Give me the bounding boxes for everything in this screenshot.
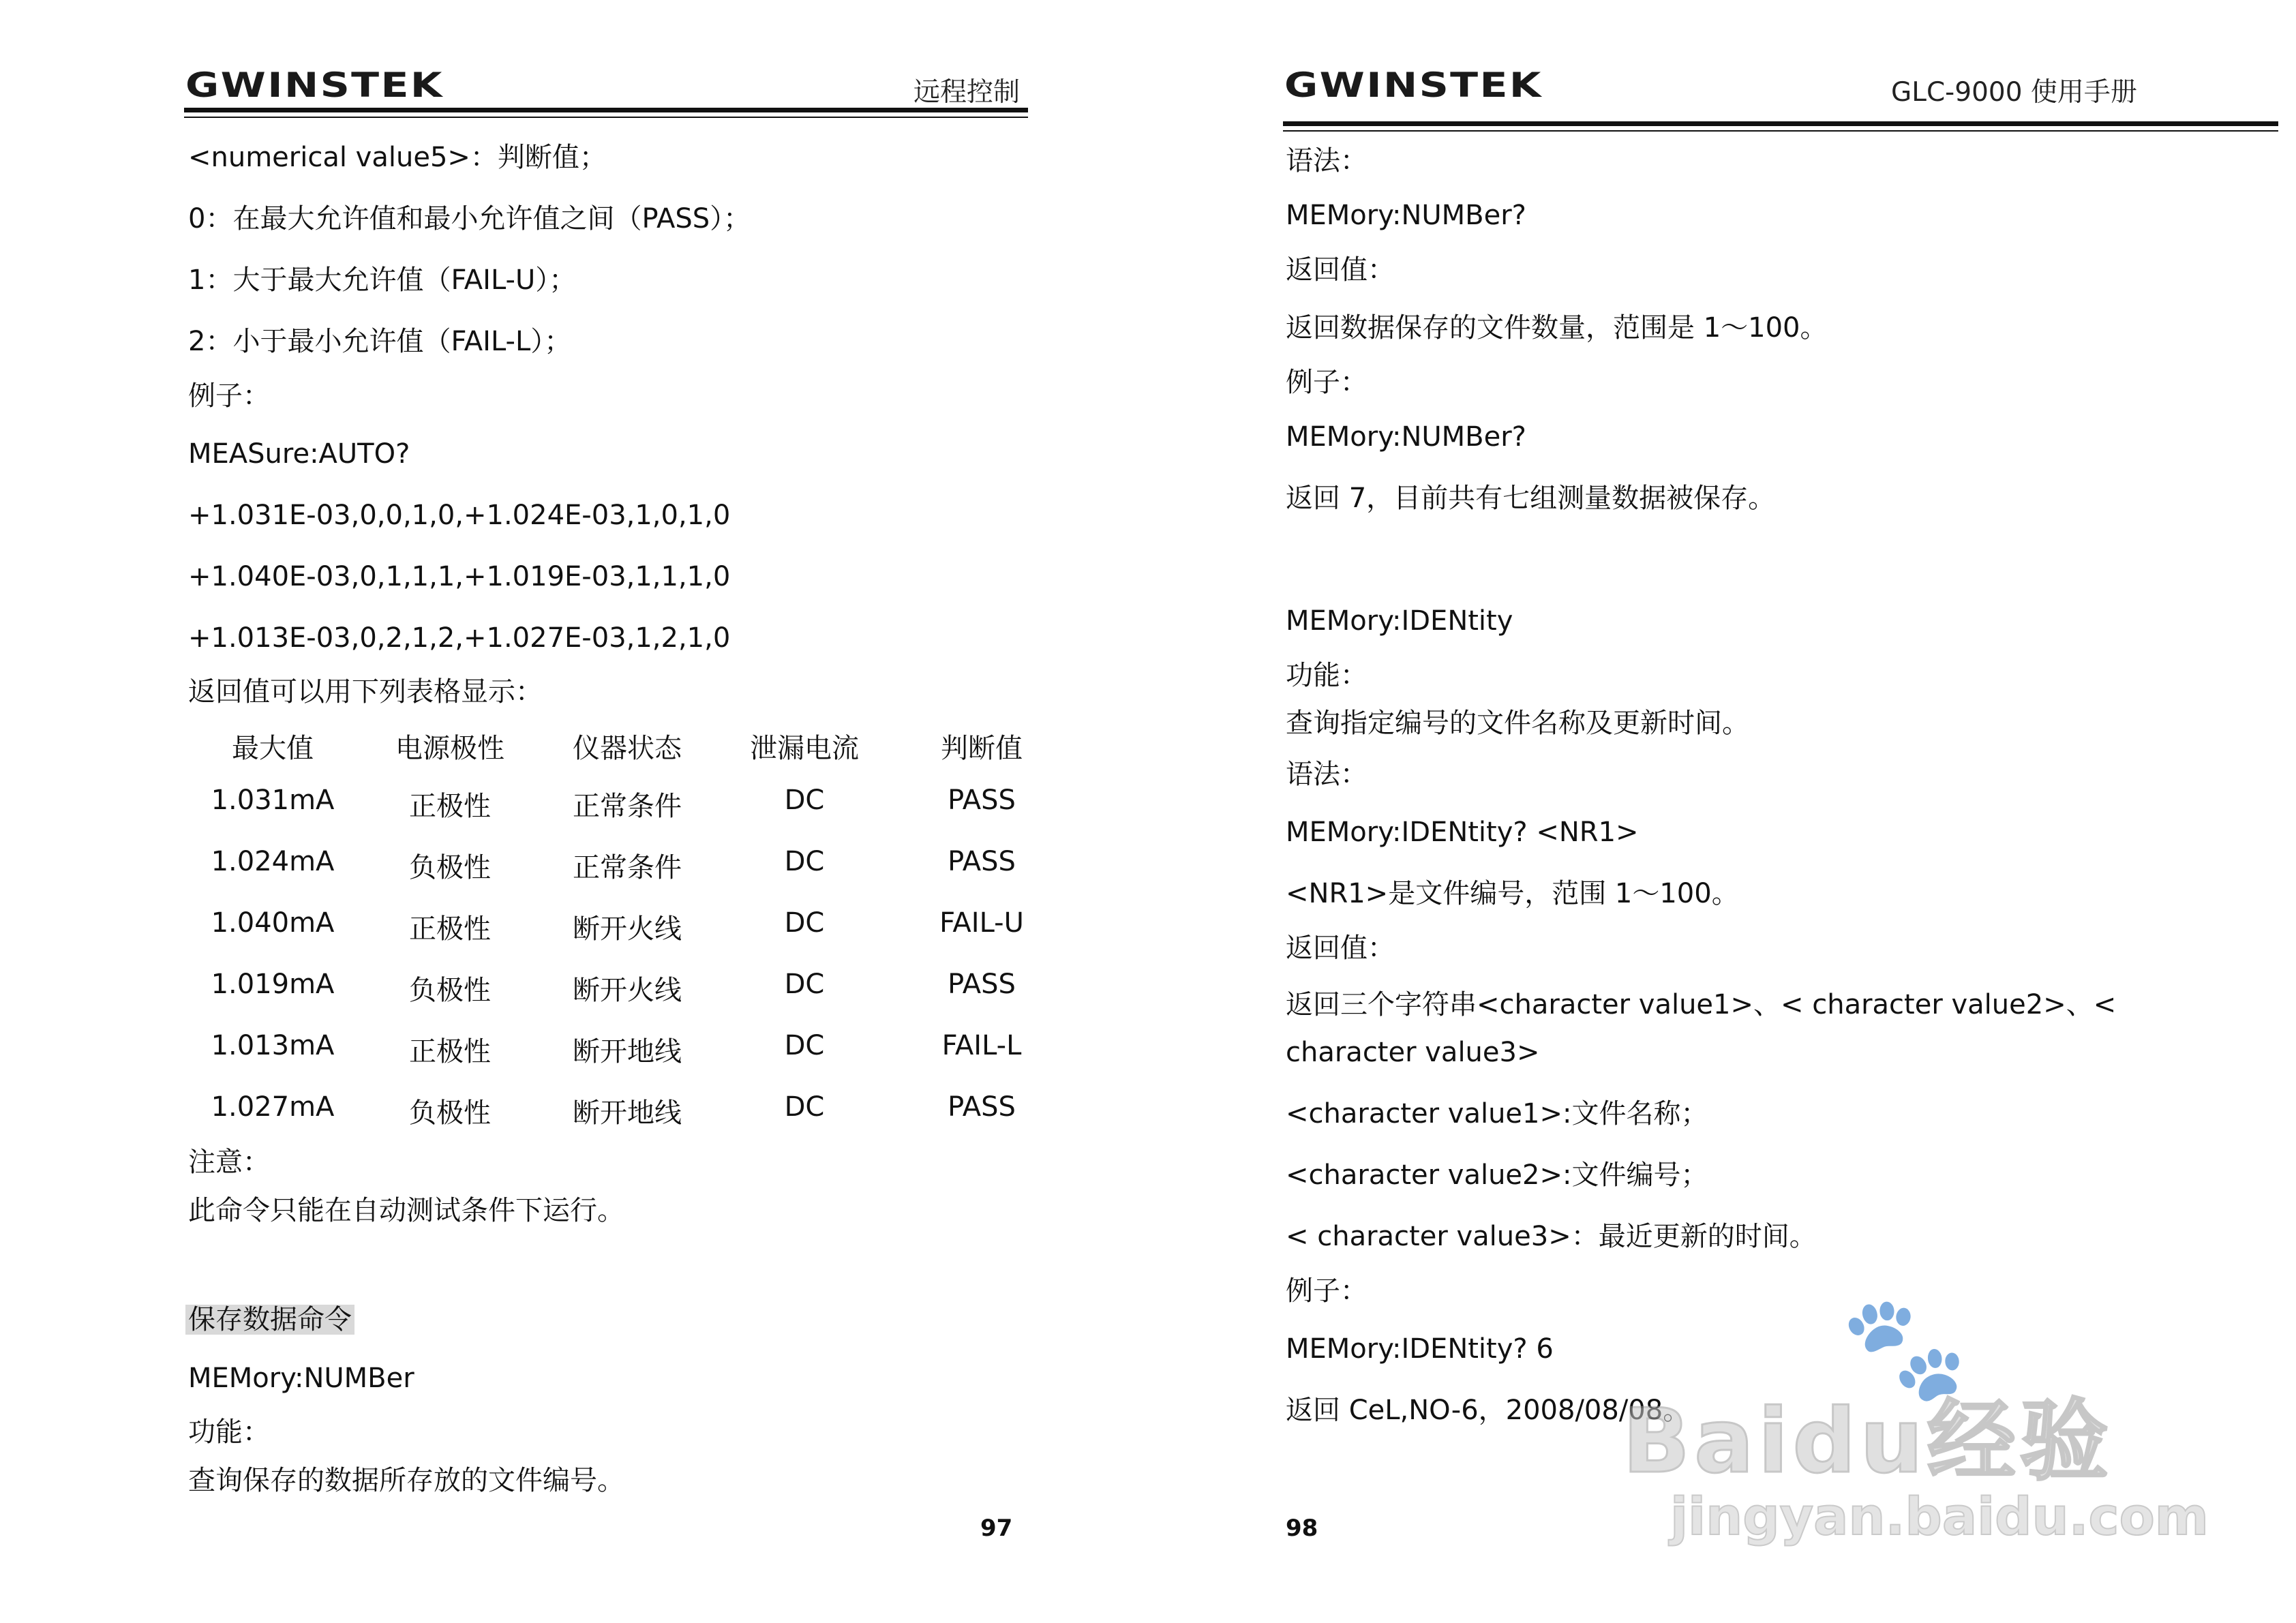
function-label: 功能： bbox=[188, 1416, 270, 1448]
table-cell: 正常条件 bbox=[573, 852, 682, 883]
page-number: 97 bbox=[980, 1515, 1013, 1542]
text-line: 返回数据保存的文件数量，范围是 1～100。 bbox=[1286, 312, 1828, 344]
text-line: MEMory:IDENtity? <NR1> bbox=[1286, 817, 1639, 848]
table-cell: 断开地线 bbox=[573, 1097, 682, 1129]
text-line: 返回值： bbox=[1286, 254, 1395, 286]
table-header: 最大值 bbox=[232, 733, 314, 764]
text-line: 功能： bbox=[1286, 660, 1368, 691]
text-line: MEASure:AUTO? bbox=[188, 438, 410, 470]
table-cell: DC bbox=[784, 907, 825, 939]
text-line: MEMory:NUMBer? bbox=[1286, 421, 1526, 453]
text-line: <NR1>是文件编号，范围 1～100。 bbox=[1286, 878, 1739, 909]
text-line: 返回值可以用下列表格显示： bbox=[188, 676, 543, 708]
table-cell: DC bbox=[784, 1030, 825, 1061]
table-cell: 1.031mA bbox=[211, 785, 335, 816]
text-line: character value3> bbox=[1286, 1037, 1540, 1068]
text-line: 返回 7，目前共有七组测量数据被保存。 bbox=[1286, 483, 1776, 514]
command-name: MEMory:IDENtity bbox=[1286, 605, 1513, 637]
text-line: +1.040E-03,0,1,1,1,+1.019E-03,1,1,1,0 bbox=[188, 561, 731, 592]
watermark-main-text: Baidu经验 bbox=[1622, 1389, 2113, 1493]
gwinstek-logo: GWINSTEK bbox=[185, 65, 444, 105]
text-line: <character value2>:文件编号； bbox=[1286, 1159, 1708, 1191]
function-text: 查询保存的数据所存放的文件编号。 bbox=[188, 1465, 624, 1496]
table-cell: 断开火线 bbox=[573, 913, 682, 945]
table-cell: DC bbox=[784, 969, 825, 1000]
table-cell: 断开火线 bbox=[573, 975, 682, 1006]
paw-icon: 🐾 bbox=[1841, 1289, 1968, 1408]
table-cell: 负极性 bbox=[409, 852, 491, 883]
table-cell: PASS bbox=[948, 969, 1016, 1000]
text-line: 例子： bbox=[188, 380, 270, 412]
table-cell: 断开地线 bbox=[573, 1036, 682, 1067]
right-header-rule bbox=[1283, 121, 2278, 126]
text-line: MEMory:NUMBer? bbox=[1286, 200, 1526, 231]
text-line: 语法： bbox=[1286, 145, 1368, 177]
text-line: < character value3>：最近更新的时间。 bbox=[1286, 1221, 1817, 1252]
table-header: 电源极性 bbox=[395, 733, 504, 764]
table-cell: DC bbox=[784, 785, 825, 816]
text-line: +1.031E-03,0,0,1,0,+1.024E-03,1,0,1,0 bbox=[188, 500, 731, 531]
text-line: 返回三个字符串<character value1>、< character value2>、< bbox=[1286, 989, 2117, 1020]
table-cell: PASS bbox=[948, 846, 1016, 877]
note-text: 此命令只能在自动测试条件下运行。 bbox=[188, 1195, 624, 1226]
right-page bbox=[1148, 0, 2296, 1623]
table-cell: DC bbox=[784, 846, 825, 877]
table-cell: 正极性 bbox=[409, 791, 491, 822]
text-line: +1.013E-03,0,2,1,2,+1.027E-03,1,2,1,0 bbox=[188, 622, 731, 654]
text-line: 2：小于最小允许值（FAIL-L）； bbox=[188, 326, 572, 357]
left-header-rule-thin bbox=[184, 117, 1028, 118]
text-line: 语法： bbox=[1286, 759, 1368, 790]
text-line: 查询指定编号的文件名称及更新时间。 bbox=[1286, 708, 1749, 739]
table-cell: PASS bbox=[948, 785, 1016, 816]
table-cell: 1.024mA bbox=[211, 846, 335, 877]
command-name: MEMory:NUMBer bbox=[188, 1363, 414, 1394]
table-cell: PASS bbox=[948, 1091, 1016, 1123]
table-cell: 1.013mA bbox=[211, 1030, 335, 1061]
text-line: 0：在最大允许值和最小允许值之间（PASS）； bbox=[188, 203, 751, 234]
table-cell: 1.040mA bbox=[211, 907, 335, 939]
watermark-sub-text: jingyan.baidu.com bbox=[1670, 1486, 2209, 1547]
left-header-rule bbox=[184, 108, 1028, 112]
text-line: MEMory:IDENtity? 6 bbox=[1286, 1333, 1554, 1365]
table-cell: 1.019mA bbox=[211, 969, 335, 1000]
right-header-title: GLC-9000 使用手册 bbox=[1891, 77, 2137, 108]
text-line: <numerical value5>：判断值； bbox=[188, 142, 607, 173]
right-header-rule-thin bbox=[1283, 130, 2278, 132]
text-line: 返回值： bbox=[1286, 932, 1395, 964]
table-cell: DC bbox=[784, 1091, 825, 1123]
table-header: 仪器状态 bbox=[573, 733, 682, 764]
table-cell: 负极性 bbox=[409, 975, 491, 1006]
note-label: 注意： bbox=[188, 1147, 270, 1178]
section-title: 保存数据命令 bbox=[185, 1305, 354, 1335]
text-line: 例子： bbox=[1286, 367, 1368, 398]
table-header: 判断值 bbox=[941, 733, 1023, 764]
table-cell: 负极性 bbox=[409, 1097, 491, 1129]
gwinstek-logo: GWINSTEK bbox=[1284, 65, 1543, 105]
table-header: 泄漏电流 bbox=[750, 733, 859, 764]
text-line: 返回 CeL,NO-6，2008/08/08。 bbox=[1286, 1395, 1691, 1426]
page-number: 98 bbox=[1286, 1515, 1318, 1542]
table-cell: 1.027mA bbox=[211, 1091, 335, 1123]
table-cell: FAIL-L bbox=[941, 1030, 1022, 1061]
text-line: 例子： bbox=[1286, 1275, 1368, 1307]
table-cell: 正极性 bbox=[409, 913, 491, 945]
text-line: <character value1>:文件名称； bbox=[1286, 1098, 1708, 1129]
table-cell: 正常条件 bbox=[573, 791, 682, 822]
table-cell: FAIL-U bbox=[939, 907, 1024, 939]
left-header-title: 远程控制 bbox=[913, 77, 1021, 108]
text-line: 1：大于最大允许值（FAIL-U）； bbox=[188, 264, 577, 296]
table-cell: 正极性 bbox=[409, 1036, 491, 1067]
